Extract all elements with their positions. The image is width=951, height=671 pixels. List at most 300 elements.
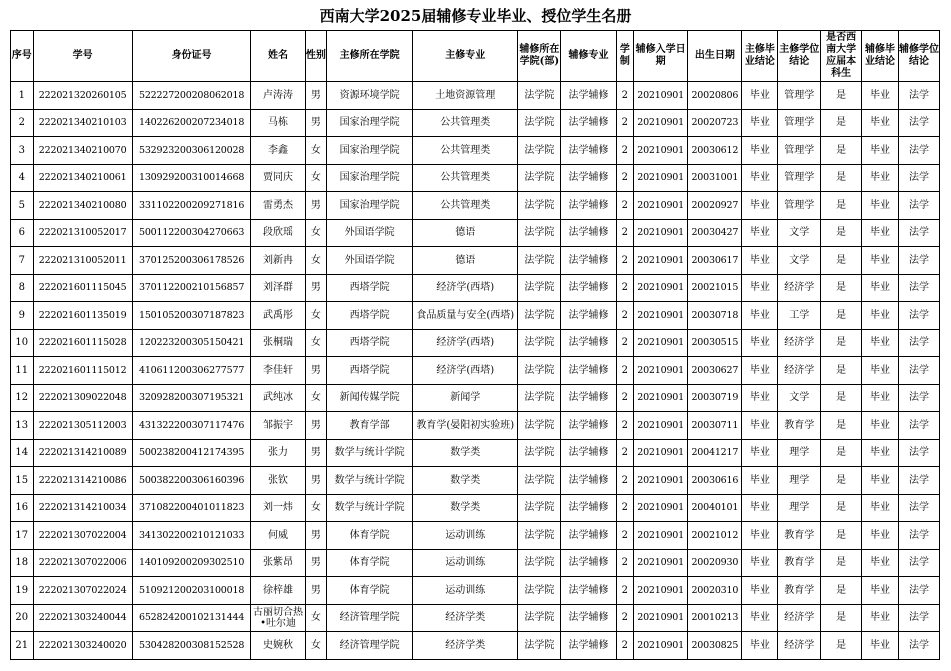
table-cell: 法学辅修: [561, 384, 616, 412]
table-cell: 2: [616, 384, 633, 412]
table-cell: 510921200203100018: [132, 577, 251, 605]
column-header: 学号: [33, 31, 132, 82]
table-cell: 男: [305, 522, 326, 550]
table-cell: 法学院: [518, 384, 561, 412]
table-cell: 毕业: [862, 109, 899, 137]
table-cell: 222021340210061: [33, 164, 132, 192]
table-cell: 500238200412174395: [132, 439, 251, 467]
table-cell: 222021303240044: [33, 604, 132, 632]
table-cell: 222021305112003: [33, 412, 132, 440]
table-cell: 是: [821, 302, 862, 330]
table-cell: 张力: [251, 439, 305, 467]
table-cell: 法学院: [518, 302, 561, 330]
table-cell: 运动训练: [413, 522, 518, 550]
table-row: [11, 522, 940, 550]
table-cell: 女: [305, 384, 326, 412]
table-cell: 毕业: [862, 329, 899, 357]
table-row: [11, 412, 940, 440]
table-cell: 是: [821, 329, 862, 357]
table-cell: 20210901: [634, 439, 688, 467]
table-cell: 20020806: [688, 82, 742, 110]
table-cell: 法学辅修: [561, 357, 616, 385]
table-cell: 毕业: [742, 577, 778, 605]
table-cell: 毕业: [862, 302, 899, 330]
table-cell: 西塔学院: [327, 302, 413, 330]
table-cell: 222021601115028: [33, 329, 132, 357]
table-cell: 法学院: [518, 192, 561, 220]
table-cell: 食品质量与安全(西塔): [413, 302, 518, 330]
table-cell: 2: [616, 247, 633, 275]
table-cell: 11: [11, 357, 34, 385]
table-cell: 毕业: [742, 522, 778, 550]
table-cell: 法学: [898, 109, 939, 137]
table-row: [11, 494, 940, 522]
table-cell: 20030515: [688, 329, 742, 357]
table-cell: 徐梓雄: [251, 577, 305, 605]
table-cell: 何威: [251, 522, 305, 550]
column-header: 辅修毕业结论: [862, 31, 899, 82]
table-cell: 教育学: [778, 549, 821, 577]
table-cell: 毕业: [742, 274, 778, 302]
table-cell: 2: [616, 192, 633, 220]
table-cell: 史婉秋: [251, 632, 305, 660]
table-cell: 222021314210086: [33, 467, 132, 495]
table-cell: 毕业: [862, 274, 899, 302]
table-cell: 140109200209302510: [132, 549, 251, 577]
table-cell: 德语: [413, 219, 518, 247]
table-cell: 法学院: [518, 412, 561, 440]
table-cell: 刘泽群: [251, 274, 305, 302]
table-cell: 贾同庆: [251, 164, 305, 192]
table-cell: 管理学: [778, 192, 821, 220]
table-cell: 是: [821, 632, 862, 660]
table-cell: 新闻学: [413, 384, 518, 412]
table-cell: 毕业: [862, 192, 899, 220]
table-cell: 法学: [898, 137, 939, 165]
column-header: 主修专业: [413, 31, 518, 82]
table-cell: 20031001: [688, 164, 742, 192]
table-cell: 20030719: [688, 384, 742, 412]
table-cell: 20210901: [634, 384, 688, 412]
table-cell: 5: [11, 192, 34, 220]
table-cell: 是: [821, 247, 862, 275]
table-cell: 法学院: [518, 357, 561, 385]
table-cell: 是: [821, 219, 862, 247]
table-cell: 是: [821, 137, 862, 165]
table-cell: 222021307022004: [33, 522, 132, 550]
column-header: 主修所在学院: [327, 31, 413, 82]
table-cell: 20210901: [634, 247, 688, 275]
table-row: [11, 164, 940, 192]
table-row: [11, 137, 940, 165]
table-cell: 体育学院: [327, 549, 413, 577]
table-row: [11, 439, 940, 467]
table-cell: 17: [11, 522, 34, 550]
table-cell: 12: [11, 384, 34, 412]
table-cell: 管理学: [778, 137, 821, 165]
table-cell: 法学院: [518, 247, 561, 275]
table-cell: 毕业: [742, 247, 778, 275]
table-cell: 男: [305, 192, 326, 220]
table-cell: 文学: [778, 247, 821, 275]
table-cell: 20030711: [688, 412, 742, 440]
table-cell: 20210901: [634, 549, 688, 577]
table-cell: 是: [821, 274, 862, 302]
table-cell: 法学院: [518, 467, 561, 495]
table-cell: 马栋: [251, 109, 305, 137]
table-cell: 毕业: [742, 549, 778, 577]
table-cell: 法学: [898, 274, 939, 302]
table-cell: 法学院: [518, 219, 561, 247]
table-cell: 男: [305, 82, 326, 110]
table-cell: 法学: [898, 549, 939, 577]
table-cell: 法学院: [518, 494, 561, 522]
table-cell: 是: [821, 384, 862, 412]
table-row: [11, 329, 940, 357]
table-cell: 370125200306178526: [132, 247, 251, 275]
table-cell: 法学: [898, 577, 939, 605]
table-cell: 2: [616, 357, 633, 385]
table-cell: 毕业: [742, 467, 778, 495]
table-cell: 毕业: [742, 219, 778, 247]
table-cell: 法学辅修: [561, 274, 616, 302]
table-cell: 经济学类: [413, 604, 518, 632]
table-cell: 532923200306120028: [132, 137, 251, 165]
table-row: [11, 247, 940, 275]
table-cell: 女: [305, 164, 326, 192]
table-header: [11, 31, 940, 82]
table-cell: 500112200304270663: [132, 219, 251, 247]
table-cell: 是: [821, 82, 862, 110]
table-cell: 毕业: [862, 439, 899, 467]
table-cell: 毕业: [862, 137, 899, 165]
table-cell: 20210901: [634, 192, 688, 220]
table-cell: 是: [821, 467, 862, 495]
table-cell: 经济学: [778, 329, 821, 357]
table-cell: 教育学: [778, 577, 821, 605]
table-cell: 经济学(西塔): [413, 357, 518, 385]
table-cell: 222021314210089: [33, 439, 132, 467]
table-cell: 经济学: [778, 604, 821, 632]
table-cell: 数学与统计学院: [327, 467, 413, 495]
table-cell: 法学辅修: [561, 329, 616, 357]
table-cell: 毕业: [742, 137, 778, 165]
table-cell: 李佳轩: [251, 357, 305, 385]
table-cell: 毕业: [862, 82, 899, 110]
table-cell: 男: [305, 577, 326, 605]
table-cell: 140226200207234018: [132, 109, 251, 137]
table-cell: 20030617: [688, 247, 742, 275]
table-cell: 法学辅修: [561, 632, 616, 660]
table-cell: 222021314210034: [33, 494, 132, 522]
table-cell: 西塔学院: [327, 357, 413, 385]
table-cell: 2: [616, 82, 633, 110]
table-cell: 20020930: [688, 549, 742, 577]
table-cell: 20: [11, 604, 34, 632]
table-cell: 222021310052017: [33, 219, 132, 247]
table-cell: 文学: [778, 219, 821, 247]
table-cell: 2: [616, 467, 633, 495]
table-cell: 男: [305, 274, 326, 302]
table-cell: 数学与统计学院: [327, 494, 413, 522]
table-cell: 222021340210070: [33, 137, 132, 165]
table-cell: 222021307022006: [33, 549, 132, 577]
table-cell: 国家治理学院: [327, 109, 413, 137]
table-cell: 女: [305, 137, 326, 165]
table-cell: 女: [305, 219, 326, 247]
table-cell: 法学院: [518, 137, 561, 165]
table-cell: 管理学: [778, 164, 821, 192]
table-cell: 毕业: [742, 302, 778, 330]
table-cell: 法学院: [518, 632, 561, 660]
table-cell: 女: [305, 247, 326, 275]
table-cell: 法学院: [518, 109, 561, 137]
table-cell: 数学类: [413, 439, 518, 467]
table-cell: 20210901: [634, 219, 688, 247]
table-cell: 毕业: [862, 412, 899, 440]
table-cell: 武禹彤: [251, 302, 305, 330]
table-cell: 222021307022024: [33, 577, 132, 605]
table-cell: 2: [616, 302, 633, 330]
table-cell: 经济学(西塔): [413, 274, 518, 302]
table-cell: 法学辅修: [561, 82, 616, 110]
table-cell: 20041217: [688, 439, 742, 467]
table-cell: 2: [616, 109, 633, 137]
table-cell: 毕业: [742, 412, 778, 440]
table-cell: 20210901: [634, 137, 688, 165]
table-cell: 毕业: [742, 109, 778, 137]
table-cell: 2: [616, 632, 633, 660]
table-cell: 毕业: [742, 604, 778, 632]
table-cell: 李鑫: [251, 137, 305, 165]
column-header: 身份证号: [132, 31, 251, 82]
table-cell: 武纯冰: [251, 384, 305, 412]
table-cell: 19: [11, 577, 34, 605]
table-cell: 20210901: [634, 632, 688, 660]
table-cell: 毕业: [742, 632, 778, 660]
table-cell: 522227200208062018: [132, 82, 251, 110]
table-cell: 女: [305, 632, 326, 660]
table-cell: 法学: [898, 632, 939, 660]
table-cell: 6: [11, 219, 34, 247]
table-row: [11, 577, 940, 605]
table-cell: 张紫昂: [251, 549, 305, 577]
table-cell: 371082200401011823: [132, 494, 251, 522]
table-cell: 毕业: [742, 384, 778, 412]
table-row: [11, 467, 940, 495]
table-cell: 2: [616, 439, 633, 467]
table-cell: 20030612: [688, 137, 742, 165]
table-cell: 法学辅修: [561, 192, 616, 220]
table-cell: 法学辅修: [561, 219, 616, 247]
table-cell: 教育学(晏阳初实验班): [413, 412, 518, 440]
table-cell: 14: [11, 439, 34, 467]
table-cell: 20210901: [634, 164, 688, 192]
table-cell: 男: [305, 439, 326, 467]
table-cell: 毕业: [742, 329, 778, 357]
table-cell: 法学: [898, 164, 939, 192]
table-cell: 男: [305, 549, 326, 577]
table-cell: 女: [305, 494, 326, 522]
table-cell: 是: [821, 412, 862, 440]
table-cell: 法学: [898, 192, 939, 220]
column-header: 序号: [11, 31, 34, 82]
table-cell: 16: [11, 494, 34, 522]
column-header: 辅修专业: [561, 31, 616, 82]
column-header: 姓名: [251, 31, 305, 82]
table-cell: 毕业: [742, 164, 778, 192]
table-cell: 数学类: [413, 494, 518, 522]
table-cell: 法学: [898, 522, 939, 550]
table-cell: 20210901: [634, 109, 688, 137]
table-cell: 20210901: [634, 467, 688, 495]
table-cell: 毕业: [862, 632, 899, 660]
table-cell: 2: [616, 164, 633, 192]
table-cell: 431322200307117476: [132, 412, 251, 440]
table-cell: 20030616: [688, 467, 742, 495]
table-row: [11, 632, 940, 660]
table-cell: 女: [305, 302, 326, 330]
table-cell: 法学辅修: [561, 494, 616, 522]
table-cell: 9: [11, 302, 34, 330]
table-cell: 毕业: [862, 522, 899, 550]
table-cell: 毕业: [742, 357, 778, 385]
table-cell: 20210901: [634, 82, 688, 110]
table-cell: 410611200306277577: [132, 357, 251, 385]
table-cell: 经济管理学院: [327, 604, 413, 632]
column-header: 主修学位结论: [778, 31, 821, 82]
table-cell: 毕业: [862, 357, 899, 385]
table-row: [11, 302, 940, 330]
table-cell: 毕业: [862, 494, 899, 522]
table-cell: 法学院: [518, 549, 561, 577]
table-cell: 20210901: [634, 274, 688, 302]
table-cell: 18: [11, 549, 34, 577]
table-cell: 国家治理学院: [327, 192, 413, 220]
table-cell: 公共管理类: [413, 192, 518, 220]
table-cell: 毕业: [862, 164, 899, 192]
table-cell: 2: [616, 274, 633, 302]
column-header: 出生日期: [688, 31, 742, 82]
table-cell: 652824200102131444: [132, 604, 251, 632]
table-cell: 法学辅修: [561, 109, 616, 137]
document-title: 西南大学2025届辅修专业毕业、授位学生名册: [319, 7, 632, 25]
table-cell: 20210901: [634, 412, 688, 440]
table-cell: 外国语学院: [327, 247, 413, 275]
table-cell: 毕业: [862, 467, 899, 495]
table-cell: 530428200308152528: [132, 632, 251, 660]
column-header: 主修毕业结论: [742, 31, 778, 82]
table-cell: 20021015: [688, 274, 742, 302]
table-cell: 资源环境学院: [327, 82, 413, 110]
column-header: 辅修学位结论: [898, 31, 939, 82]
table-cell: 是: [821, 192, 862, 220]
table-cell: 法学辅修: [561, 467, 616, 495]
table-cell: 土地资源管理: [413, 82, 518, 110]
table-cell: 13: [11, 412, 34, 440]
table-row: [11, 604, 940, 632]
table-cell: 法学院: [518, 274, 561, 302]
column-header: 辅修所在学院(部): [518, 31, 561, 82]
table-cell: 数学类: [413, 467, 518, 495]
table-cell: 法学院: [518, 329, 561, 357]
table-cell: 法学: [898, 302, 939, 330]
table-cell: 管理学: [778, 82, 821, 110]
table-cell: 20030627: [688, 357, 742, 385]
table-cell: 2: [616, 577, 633, 605]
header-row: [11, 31, 940, 82]
table-cell: 20021012: [688, 522, 742, 550]
table-cell: 是: [821, 522, 862, 550]
table-cell: 法学院: [518, 82, 561, 110]
table-cell: 法学: [898, 467, 939, 495]
table-cell: 2: [11, 109, 34, 137]
table-cell: 是: [821, 439, 862, 467]
table-cell: 刘一炜: [251, 494, 305, 522]
table-cell: 教育学: [778, 522, 821, 550]
table-cell: 理学: [778, 494, 821, 522]
table-row: [11, 109, 940, 137]
table-cell: 法学辅修: [561, 412, 616, 440]
table-cell: 毕业: [862, 549, 899, 577]
table-cell: 经济管理学院: [327, 632, 413, 660]
table-cell: 毕业: [742, 439, 778, 467]
table-cell: 是: [821, 109, 862, 137]
table-cell: 20210901: [634, 357, 688, 385]
table-cell: 雷勇杰: [251, 192, 305, 220]
table-cell: 15: [11, 467, 34, 495]
table-row: [11, 384, 940, 412]
table-cell: 20030718: [688, 302, 742, 330]
table-cell: 理学: [778, 439, 821, 467]
table-cell: 法学: [898, 604, 939, 632]
table-cell: 20030427: [688, 219, 742, 247]
table-cell: 毕业: [742, 192, 778, 220]
table-row: [11, 274, 940, 302]
table-cell: 管理学: [778, 109, 821, 137]
table-cell: 刘新冉: [251, 247, 305, 275]
table-row: [11, 192, 940, 220]
table-cell: 222021303240020: [33, 632, 132, 660]
table-cell: 20030825: [688, 632, 742, 660]
table-cell: 150105200307187823: [132, 302, 251, 330]
table-cell: 教育学: [778, 412, 821, 440]
table-cell: 法学: [898, 82, 939, 110]
table-cell: 邹振宇: [251, 412, 305, 440]
table-cell: 法学院: [518, 164, 561, 192]
table-row: [11, 549, 940, 577]
table-cell: 20020723: [688, 109, 742, 137]
table-cell: 经济学类: [413, 632, 518, 660]
table-cell: 经济学: [778, 274, 821, 302]
table-cell: 毕业: [742, 82, 778, 110]
table-cell: 法学辅修: [561, 549, 616, 577]
table-cell: 法学院: [518, 439, 561, 467]
table-cell: 500382200306160396: [132, 467, 251, 495]
table-cell: 222021309022048: [33, 384, 132, 412]
table-row: [11, 82, 940, 110]
table-cell: 运动训练: [413, 577, 518, 605]
table-cell: 20210901: [634, 604, 688, 632]
table-cell: 毕业: [862, 247, 899, 275]
column-header: 辅修入学日期: [634, 31, 688, 82]
table-cell: 是: [821, 549, 862, 577]
table-cell: 法学辅修: [561, 137, 616, 165]
table-cell: 法学院: [518, 522, 561, 550]
student-roster-table: [10, 30, 940, 660]
table-cell: 公共管理类: [413, 109, 518, 137]
table-cell: 是: [821, 164, 862, 192]
